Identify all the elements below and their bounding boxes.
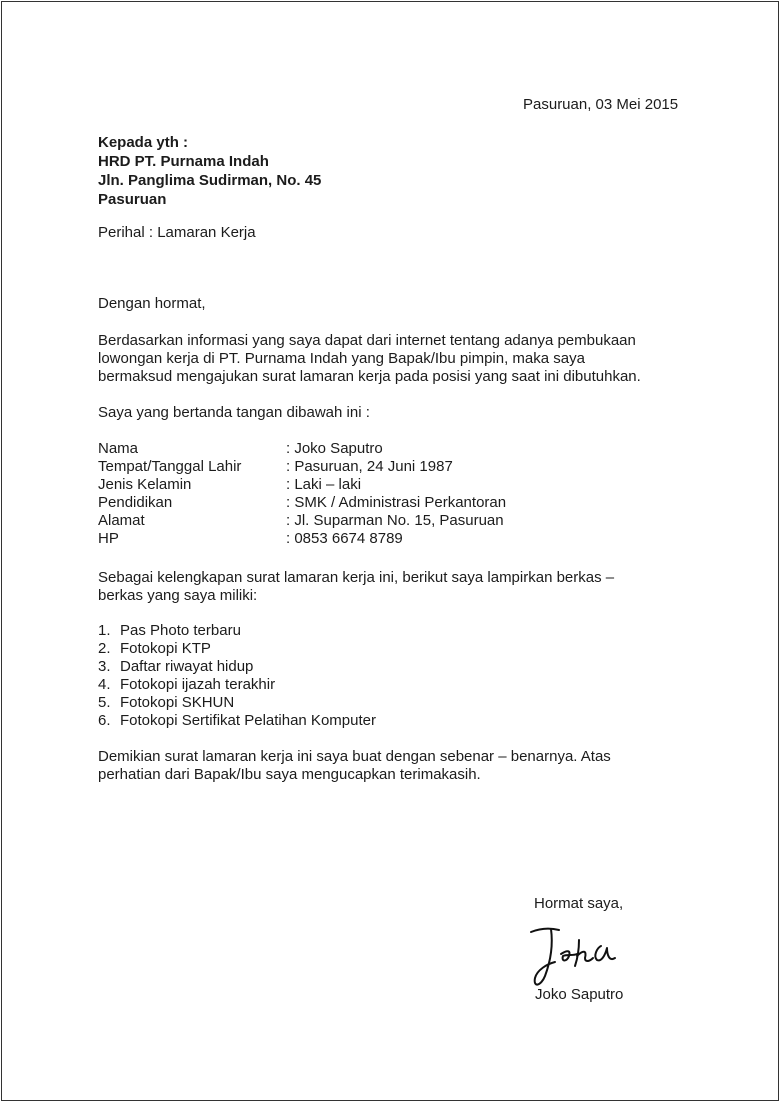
- place-date: Pasuruan, 03 Mei 2015: [523, 96, 679, 113]
- attachment-intro: [98, 569, 614, 605]
- opening-paragraph: [98, 332, 641, 386]
- identity-label: Pendidikan: [98, 494, 173, 511]
- identity-value: : Joko Saputro: [286, 440, 383, 457]
- identity-label: Alamat: [98, 512, 145, 529]
- list-text: Fotokopi KTP: [120, 640, 211, 657]
- closing-paragraph: [98, 748, 611, 784]
- identity-table: [98, 440, 598, 548]
- sign-off: Hormat saya,: [534, 895, 624, 912]
- list-number: 3.: [98, 658, 111, 675]
- recipient-line: HRD PT. Purnama Indah: [98, 153, 269, 170]
- identity-value: : SMK / Administrasi Perkantoran: [286, 494, 507, 511]
- identity-value: : Laki – laki: [286, 476, 362, 493]
- letter-page: [1, 1, 779, 1101]
- list-text: Fotokopi Sertifikat Pelatihan Komputer: [120, 712, 376, 729]
- list-text: Fotokopi SKHUN: [120, 694, 235, 711]
- paragraph-line: Sebagai kelengkapan surat lamaran kerja ini, berikut saya lampirkan berkas –: [98, 569, 615, 586]
- paragraph-line: berkas yang saya miliki:: [98, 587, 258, 604]
- signer-name: Joko Saputro: [535, 986, 624, 1003]
- identity-value: : Pasuruan, 24 Juni 1987: [286, 458, 453, 475]
- greeting: Dengan hormat,: [98, 295, 206, 312]
- recipient-line: Kepada yth :: [98, 134, 189, 151]
- identity-row: [98, 476, 598, 494]
- identity-row: [98, 494, 598, 512]
- identity-row: [98, 530, 598, 548]
- paragraph-line: Berdasarkan informasi yang saya dapat dari internet tentang adanya pembukaan: [98, 332, 636, 349]
- identity-label: Nama: [98, 440, 139, 457]
- identity-row: [98, 512, 598, 530]
- list-number: 6.: [98, 712, 111, 729]
- identity-row: [98, 440, 598, 458]
- list-text: Fotokopi ijazah terakhir: [120, 676, 276, 693]
- identity-label: Tempat/Tanggal Lahir: [98, 458, 242, 475]
- paragraph-line: Demikian surat lamaran kerja ini saya buat dengan sebenar – benarnya. Atas: [98, 748, 611, 765]
- identity-label: HP: [98, 530, 119, 547]
- subject-line: Perihal : Lamaran Kerja: [98, 224, 256, 241]
- list-number: 2.: [98, 640, 111, 657]
- identity-intro: Saya yang bertanda tangan dibawah ini :: [98, 404, 370, 421]
- identity-label: Jenis Kelamin: [98, 476, 192, 493]
- identity-row: [98, 458, 598, 476]
- recipient-block: [98, 133, 321, 209]
- list-number: 1.: [98, 622, 111, 639]
- list-text: Daftar riwayat hidup: [120, 658, 254, 675]
- paragraph-line: lowongan kerja di PT. Purnama Indah yang Bapak/Ibu pimpin, maka saya: [98, 350, 585, 367]
- recipient-line: Pasuruan: [98, 191, 167, 208]
- list-number: 4.: [98, 676, 111, 693]
- identity-value: : 0853 6674 8789: [286, 530, 403, 547]
- identity-value: : Jl. Suparman No. 15, Pasuruan: [286, 512, 504, 529]
- handwritten-signature: [529, 920, 629, 992]
- list-text: Pas Photo terbaru: [120, 622, 241, 639]
- recipient-line: Jln. Panglima Sudirman, No. 45: [98, 172, 322, 189]
- list-number: 5.: [98, 694, 111, 711]
- paragraph-line: bermaksud mengajukan surat lamaran kerja pada posisi yang saat ini dibutuhkan.: [98, 368, 641, 385]
- paragraph-line: perhatian dari Bapak/Ibu saya mengucapkan terimakasih.: [98, 766, 481, 783]
